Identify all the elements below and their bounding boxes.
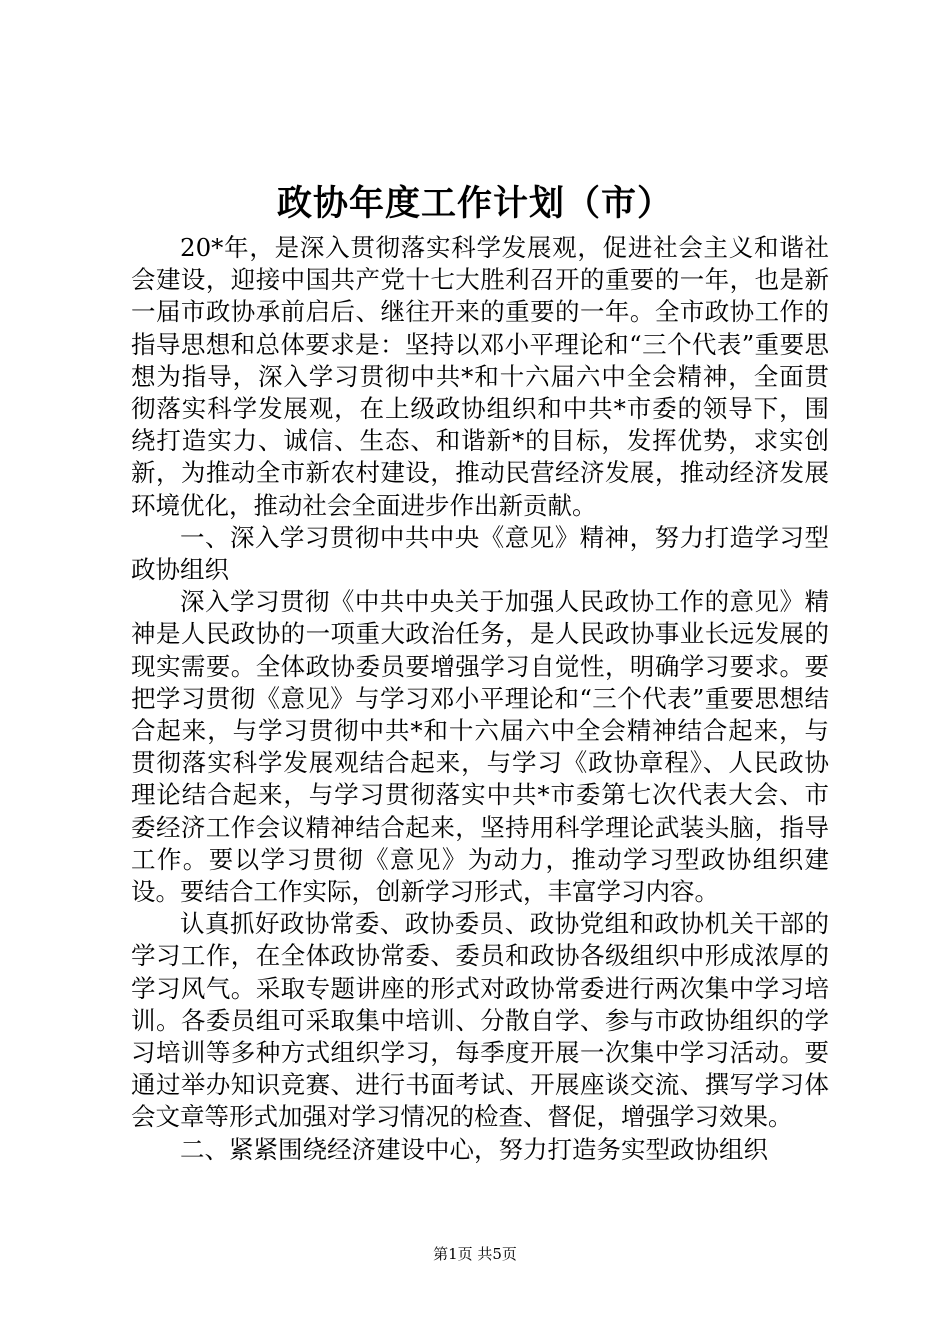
- document-body: [131, 232, 829, 1166]
- document-title: 政协年度工作计划（市）: [276, 183, 673, 224]
- paragraph-intro: 20*年，是深入贯彻落实科学发展观，促进社会主义和谐社会建设，迎接中国共产党十七大胜利召开的重要的一年，也是新一届市政协承前启后、继往开来的重要的一年。全市政协工作的指导思想和总体要求是：坚持以邓小平理论和“三个代表”重要思想为指导，深入学习贯彻中共*和十六届六中全会精神，全面贯彻落实科学发展观，在上级政协组织和中共*市委的领导下，围绕打造实力、诚信、生态、和谐新*的目标，发挥优势，求实创新，为推动全市新农村建设，推动民营经济发展，推动经济发展环境优化，推动社会全面进步作出新贡献。: [131, 233, 829, 520]
- paragraph-study-work: 认真抓好政协常委、政协委员、政协党组和政协机关干部的学习工作，在全体政协常委、委员和政协各级组织中形成浓厚的学习风气。采取专题讲座的形式对政协常委进行两次集中学习培训。各委员组可采取集中培训、分散自学、参与市政协组织的学习培训等多种方式组织学习，每季度开展一次集中学习活动。要通过举办知识竞赛、进行书面考试、开展座谈交流、撰写学习体会文章等形式加强对学习情况的检查、督促，增强学习效果。: [131, 909, 829, 1132]
- paragraph-study-opinion: 深入学习贯彻《中共中央关于加强人民政协工作的意见》精神是人民政协的一项重大政治任务，是人民政协事业长远发展的现实需要。全体政协委员要增强学习自觉性，明确学习要求。要把学习贯彻《意见》与学习邓小平理论和“三个代表”重要思想结合起来，与学习贯彻中共*和十六届六中全会精神结合起来，与贯彻落实科学发展观结合起来，与学习《政协章程》、人民政协理论结合起来，与学习贯彻落实中共*市委第七次代表大会、市委经济工作会议精神结合起来，坚持用科学理论武装头脑，指导工作。要以学习贯彻《意见》为动力，推动学习型政协组织建设。要结合工作实际，创新学习形式，丰富学习内容。: [131, 587, 829, 907]
- page-footer: 第1页 共5页: [433, 1245, 517, 1263]
- section-heading-2: 二、紧紧围绕经济建设中心，努力打造务实型政协组织: [180, 1134, 768, 1164]
- section-heading-1: 一、深入学习贯彻中共中央《意见》精神，努力打造学习型政协组织: [131, 522, 829, 585]
